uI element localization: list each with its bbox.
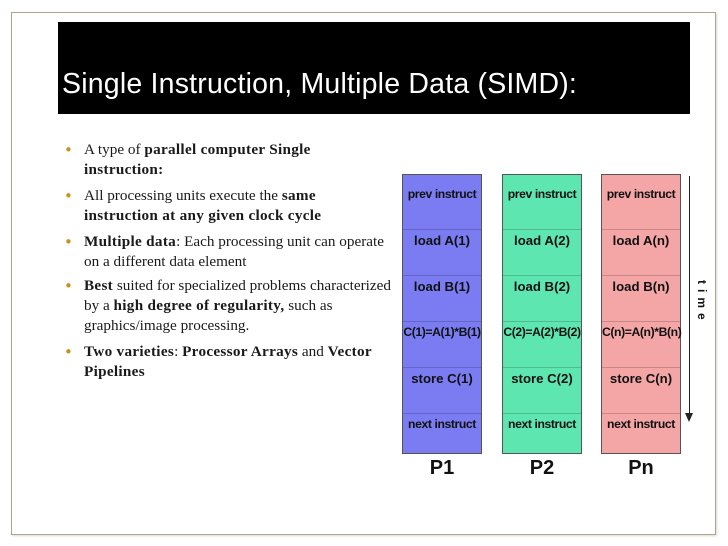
- instruction-cell: C(2)=A(2)*B(2): [503, 325, 581, 339]
- instruction-cell: next instruct: [508, 417, 576, 431]
- bullet-text: : Each processing unit can operate on a different data element: [84, 233, 384, 270]
- processor-column-pn: [601, 174, 681, 454]
- bullet-bold-text: Processor Arrays: [182, 343, 299, 360]
- instruction-cell: load A(1): [414, 233, 470, 248]
- instruction-cell: store C(2): [511, 371, 573, 386]
- bullet-bold-text: high degree of regularity,: [113, 297, 285, 314]
- cell-separator: [403, 321, 481, 322]
- processor-label: P2: [529, 457, 555, 479]
- bullet-bold-text: parallel computer Single instruction:: [84, 141, 311, 178]
- instruction-cell: prev instruct: [407, 187, 477, 201]
- instruction-cell: C(1)=A(1)*B(1): [403, 325, 481, 339]
- cell-separator: [602, 321, 680, 322]
- processor-label: P1: [429, 457, 455, 479]
- bullet-text: A type of: [84, 141, 145, 158]
- bullet-bold-text: Multiple data: [84, 233, 177, 250]
- bullet-item: [62, 232, 392, 272]
- bullet-dot-icon: •: [64, 233, 73, 251]
- bullet-item: [62, 140, 392, 180]
- instruction-cell: prev instruct: [606, 187, 676, 201]
- cell-separator: [602, 229, 680, 230]
- cell-separator: [503, 413, 581, 414]
- bullet-text: All processing units execute the: [84, 187, 282, 204]
- instruction-cell: C(n)=A(n)*B(n): [602, 325, 682, 339]
- time-arrow-head: [685, 413, 693, 422]
- cell-separator: [602, 367, 680, 368]
- bullet-item: [62, 186, 392, 226]
- bullet-dot-icon: •: [64, 187, 73, 205]
- cell-separator: [503, 275, 581, 276]
- bullet-dot-icon: •: [64, 141, 73, 159]
- processor-label: Pn: [628, 457, 654, 479]
- bullet-bold-text: Vector Pipelines: [84, 343, 372, 380]
- bullet-item: [62, 276, 392, 336]
- slide-title: Single Instruction, Multiple Data (SIMD):: [62, 68, 578, 100]
- bullet-item: [62, 342, 392, 382]
- bullet-bold-text: same instruction at any given clock cycle: [84, 187, 322, 224]
- cell-separator: [403, 413, 481, 414]
- bullet-bold-text: Best: [84, 277, 114, 294]
- instruction-cell: prev instruct: [507, 187, 577, 201]
- time-arrow-line: [689, 176, 690, 416]
- cell-separator: [403, 275, 481, 276]
- processor-column-p1: [402, 174, 482, 454]
- instruction-cell: next instruct: [408, 417, 476, 431]
- instruction-cell: next instruct: [607, 417, 675, 431]
- bullet-text: suited for specialized problems characterized by a: [84, 277, 391, 314]
- cell-separator: [602, 413, 680, 414]
- bullet-text: :: [174, 343, 183, 360]
- time-label: time: [695, 280, 709, 325]
- bullet-dot-icon: •: [64, 343, 73, 361]
- instruction-cell: load B(1): [413, 279, 471, 294]
- instruction-cell: load A(2): [514, 233, 570, 248]
- cell-separator: [602, 275, 680, 276]
- processor-column-p2: [502, 174, 582, 454]
- instruction-cell: store C(n): [609, 371, 673, 386]
- instruction-cell: load B(2): [513, 279, 571, 294]
- bullet-text: and: [298, 343, 328, 360]
- cell-separator: [503, 321, 581, 322]
- instruction-cell: store C(1): [411, 371, 473, 386]
- bullet-text: such as graphics/image processing.: [84, 297, 333, 334]
- instruction-cell: load A(n): [612, 233, 670, 248]
- bullet-dot-icon: •: [64, 277, 73, 295]
- cell-separator: [403, 367, 481, 368]
- cell-separator: [503, 367, 581, 368]
- cell-separator: [403, 229, 481, 230]
- bullet-bold-text: Two varieties: [84, 343, 175, 360]
- cell-separator: [503, 229, 581, 230]
- instruction-cell: load B(n): [612, 279, 670, 294]
- bullet-list: [62, 140, 392, 388]
